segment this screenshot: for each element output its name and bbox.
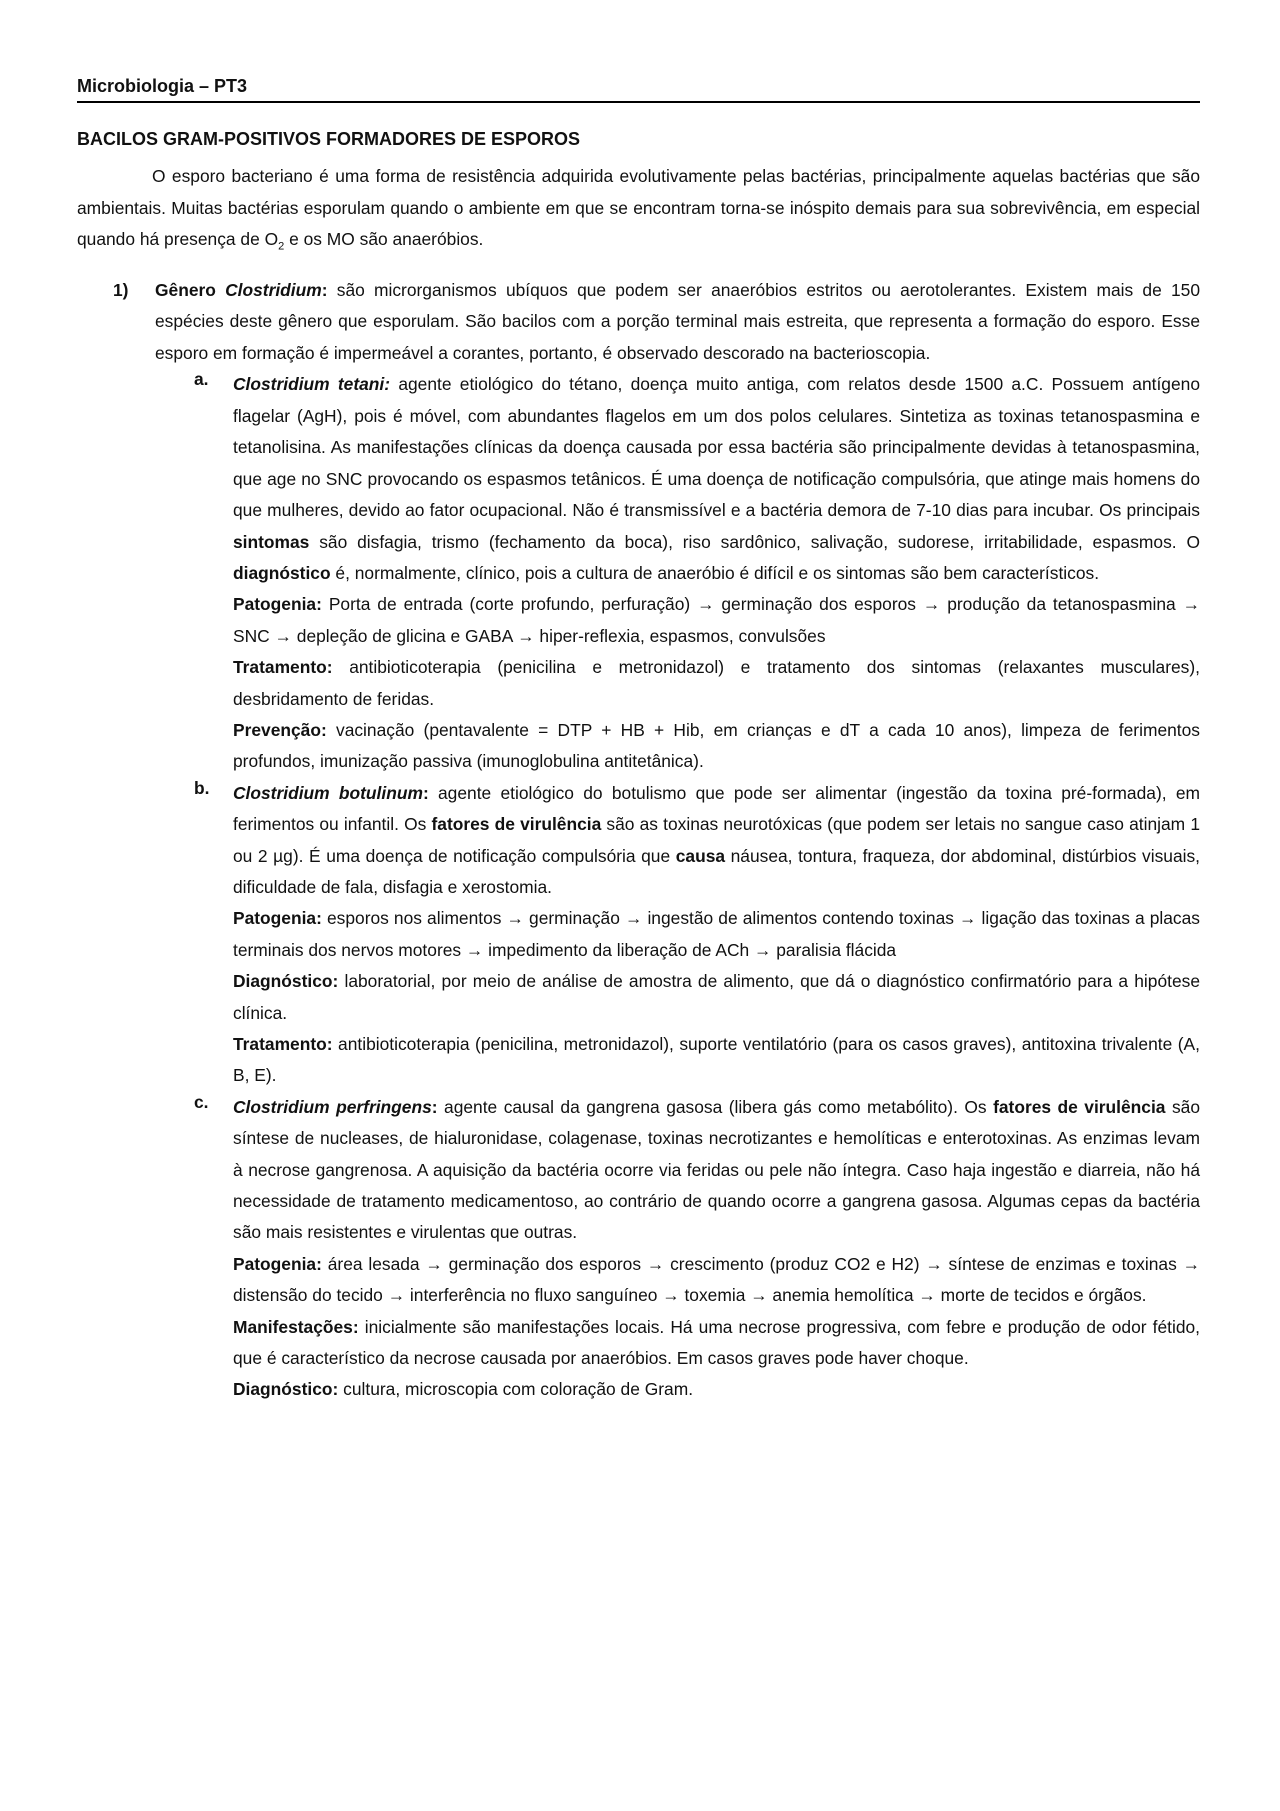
keyword: sintomas: [233, 531, 310, 552]
description-text: são síntese de nucleases, de hialuronidase, colagenase, toxinas necrotizantes e hemolíticas e enterotoxinas. As enzimas levam à necrose gangrenosa. A aquisição da bactéria ocorre via feridas ou pele não íntegra. Caso haja ingestão e diarreia, não há necessidade de tratamento medicamentoso, ao contrário de quando ocorre a gangrena gasosa. Algumas cepas da bactéria são mais resistentes e virulentas que outras.: [233, 1096, 1200, 1243]
species-name: Clostridium perfringens: [233, 1096, 432, 1117]
tratamento-text: antibioticoterapia (penicilina e metronidazol) e tratamento dos sintomas (relaxantes musculares), desbridamento de feridas.: [233, 657, 1200, 709]
prevencao-label: Prevenção:: [233, 719, 327, 740]
prevencao-text: vacinação (pentavalente = DTP + HB + Hib, em crianças e dT a cada 10 anos), limpeza de ferimentos profundos, imunização passiva (imunoglobulina antitetânica).: [233, 719, 1200, 772]
keyword: fatores de virulência: [431, 814, 602, 835]
manifestacoes-text: inicialmente são manifestações locais. Há uma necrose progressiva, com febre e produção de odor fétido, que é característico da necrose causada por anaeróbios. Em casos graves pode haver choque.: [233, 1316, 1200, 1369]
list-letter: b.: [194, 777, 210, 798]
species-tetani: [194, 369, 1200, 777]
diagnostico-paragraph: [233, 1374, 1200, 1405]
list-letter: a.: [194, 369, 209, 390]
prevencao-paragraph: [233, 715, 1200, 778]
patogenia-label: Patogenia:: [233, 1253, 322, 1274]
diagnostico-label: Diagnóstico:: [233, 1379, 339, 1400]
species-name: Clostridium tetani:: [233, 374, 391, 395]
keyword: causa: [675, 845, 726, 866]
genus-name: Clostridium: [225, 279, 322, 300]
page-header: Microbiologia – PT3: [77, 76, 1200, 103]
section-title: BACILOS GRAM-POSITIVOS FORMADORES DE ESPOROS: [77, 129, 581, 149]
diagnostico-paragraph: [233, 966, 1200, 1029]
description-text: agente etiológico do botulismo que pode ser alimentar (ingestão da toxina pré-formada), em ferimentos ou infantil. Os: [233, 782, 1200, 835]
description-text: náusea, tontura, fraqueza, dor abdominal, distúrbios visuais, dificuldade de fala, disfagia e xerostomia.: [233, 845, 1201, 897]
species-description: [233, 1092, 1200, 1249]
genus-colon: :: [321, 279, 328, 300]
tratamento-label: Tratamento:: [233, 1034, 333, 1054]
list-number: 1): [113, 279, 129, 300]
manifestacoes-paragraph: [233, 1312, 1200, 1375]
genus-clostridium-item: [113, 275, 1200, 370]
genus-description: são microrganismos ubíquos que podem ser anaeróbios estritos ou aerotolerantes. Existem mais de 150 espécies deste gênero que esporulam. São bacilos com a porção terminal mais estreita, que representa a formação do esporo. Esse esporo em formação é impermeável a corantes, portanto, é observado descorado na bacterioscopia.: [155, 279, 1200, 363]
species-description: [233, 778, 1200, 904]
species-description: [233, 369, 1200, 589]
patogenia-label: Patogenia:: [233, 594, 322, 615]
description-text: são as toxinas neurotóxicas (que podem ser letais no sangue caso atinjam 1 ou 2 µg). É uma doença de notificação compulsória que: [233, 814, 1200, 866]
patogenia-paragraph: [233, 589, 1200, 652]
intro-paragraph: [77, 161, 1200, 263]
patogenia-text: Porta de entrada (corte profundo, perfuração) → germinação dos esporos → produção da tetanospasmina → SNC → depleção de glicina e GABA → hiper-reflexia, espasmos, convulsões: [233, 594, 1200, 646]
tratamento-paragraph: [233, 1029, 1200, 1092]
description-text: é, normalmente, clínico, pois a cultura de anaeróbio é difícil e os sintomas são bem característicos.: [330, 562, 1100, 583]
patogenia-label: Patogenia:: [233, 908, 322, 929]
species-name: Clostridium botulinum: [233, 782, 423, 803]
intro-text-end: e os MO são anaeróbios.: [284, 229, 484, 249]
manifestacoes-label: Manifestações:: [233, 1316, 359, 1337]
diagnostico-text: laboratorial, por meio de análise de amostra de alimento, que dá o diagnóstico confirmatório para a hipótese clínica.: [233, 971, 1200, 1023]
description-text: agente causal da gangrena gasosa (libera gás como metabólito). Os: [437, 1096, 994, 1117]
keyword: fatores de virulência: [993, 1096, 1166, 1117]
keyword: diagnóstico: [233, 562, 331, 583]
patogenia-paragraph: [233, 1249, 1200, 1312]
diagnostico-text: cultura, microscopia com coloração de Gram.: [338, 1379, 694, 1400]
species-colon: :: [422, 782, 429, 803]
tratamento-text: antibioticoterapia (penicilina, metronidazol), suporte ventilatório (para os casos graves), antitoxina trivalente (A, B, E).: [233, 1034, 1200, 1086]
intro-text: O esporo bacteriano é uma forma de resistência adquirida evolutivamente pelas bactérias, principalmente aquelas bactérias que são ambientais. Muitas bactérias esporulam quando o ambiente em que se encontram torna-se inóspito demais para sua sobrevivência, em especial quando há presença de O: [77, 166, 1200, 249]
genus-label: Gênero: [155, 279, 226, 300]
patogenia-paragraph: [233, 903, 1200, 966]
species-botulinum: [194, 777, 1201, 1092]
species-colon: :: [431, 1096, 438, 1117]
diagnostico-label: Diagnóstico:: [233, 971, 339, 992]
species-perfringens: [194, 1091, 1200, 1406]
list-letter: c.: [194, 1091, 209, 1112]
o2-subscript: 2: [278, 240, 285, 253]
patogenia-text: esporos nos alimentos → germinação → ingestão de alimentos contendo toxinas → ligação das toxinas a placas terminais dos nervos motores → impedimento da liberação de ACh → paralisia flácida: [233, 908, 1200, 960]
description-text: são disfagia, trismo (fechamento da boca), riso sardônico, salivação, sudorese, irritabilidade, espasmos. O: [309, 531, 1200, 552]
patogenia-text: área lesada → germinação dos esporos → crescimento (produz CO2 e H2) → síntese de enzimas e toxinas → distensão do tecido → interferência no fluxo sanguíneo → toxemia → anemia hemolítica → morte de tecidos e órgãos.: [233, 1253, 1200, 1306]
description-text: agente etiológico do tétano, doença muito antiga, com relatos desde 1500 a.C. Possuem antígeno flagelar (AgH), pois é móvel, com abundantes flagelos em um dos polos celulares. Sintetiza as toxinas tetanospasmina e tetanolisina. As manifestações clínicas da doença causada por essa bactéria são principalmente devidas à tetanospasmina, que age no SNC provocando os espasmos tetânicos. É uma doença de notificação compulsória, que atinge mais homens do que mulheres, devido ao fator ocupacional. Não é transmissível e a bactéria demora de 7-10 dias para incubar. Os principais: [233, 374, 1200, 521]
tratamento-paragraph: [233, 652, 1200, 715]
tratamento-label: Tratamento:: [233, 657, 333, 678]
